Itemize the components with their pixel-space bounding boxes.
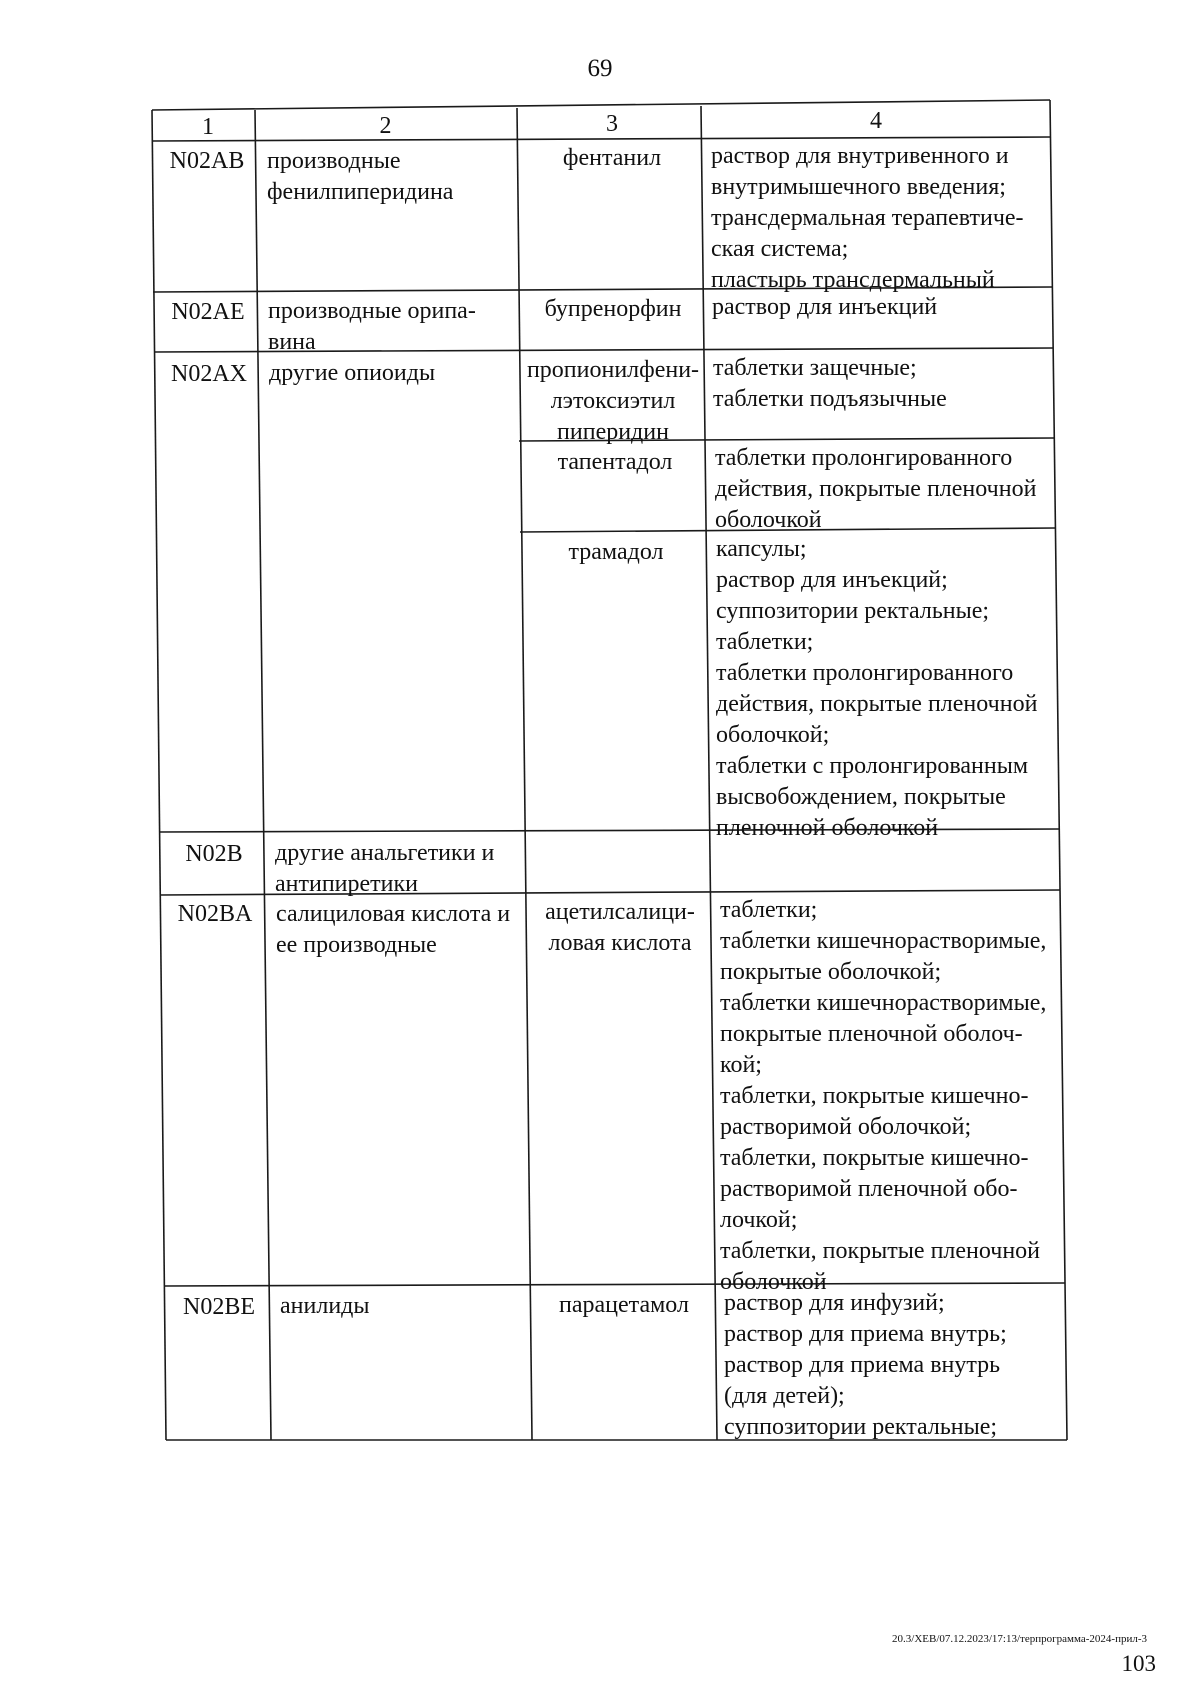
table-row-code: N02B bbox=[185, 841, 243, 867]
table-row-substance: фентанил bbox=[562, 145, 662, 171]
table-row-code: N02AB bbox=[169, 148, 245, 174]
page-number: 69 bbox=[587, 55, 613, 82]
sheet-number: 103 bbox=[1121, 1651, 1156, 1676]
table-row-forms: таблетки; таблетки кишечнорастворимые, покрытые оболочкой; таблетки кишечнорастворимые, покрытые пленочной оболоч- кой; таблетки, покрытые кишечно- растворимой оболочкой; таблетки, покрытые кишечно- растворимой пленочной обо- лочкой; таблетки, покрытые пленочной оболочкой bbox=[720, 897, 1047, 1295]
table-row-group: салициловая кислота и ее производные bbox=[276, 901, 511, 958]
table-row-group: другие опиоиды bbox=[269, 360, 436, 386]
table-row-group: производные орипа- вина bbox=[268, 298, 476, 355]
table-row-group: анилиды bbox=[280, 1293, 370, 1319]
table-row-substance: парацетамол bbox=[559, 1292, 689, 1318]
table-row-code: N02BE bbox=[183, 1294, 255, 1320]
column-header-1: 1 bbox=[202, 114, 214, 140]
column-header-3: 3 bbox=[606, 111, 618, 137]
table-row-forms: раствор для инфузий; раствор для приема внутрь; раствор для приема внутрь (для детей); суппозитории ректальные; bbox=[724, 1290, 1007, 1440]
table-row-forms: капсулы; раствор для инъекций; суппозитории ректальные; таблетки; таблетки пролонгированного действия, покрытые пленочной оболочкой; таблетки с пролонгированным высвобождением, покрытые пленочной оболочкой bbox=[716, 536, 1038, 841]
table-row-substance: пропионилфени- лэтоксиэтил пиперидин bbox=[526, 357, 700, 445]
table-row-forms: таблетки пролонгированного действия, покрытые пленочной оболочкой bbox=[715, 445, 1037, 533]
table-row-code: N02AX bbox=[171, 361, 247, 387]
table-row-code: N02BA bbox=[177, 901, 253, 927]
table-row-group: другие анальгетики и антипиретики bbox=[275, 840, 495, 897]
table-row-substance: трамадол bbox=[568, 539, 664, 565]
table-row-substance: бупренорфин bbox=[544, 296, 682, 322]
table-row-group: производные фенилпиперидина bbox=[267, 148, 454, 205]
table-row-forms: раствор для инъекций bbox=[712, 294, 938, 320]
column-header-4: 4 bbox=[870, 108, 882, 134]
column-header-2: 2 bbox=[379, 113, 392, 139]
document-code: 20.3/ХЕВ/07.12.2023/17:13/терпрограмма-2024-прил-3 bbox=[892, 1633, 1147, 1645]
table-row-forms: таблетки защечные; таблетки подъязычные bbox=[713, 355, 947, 412]
table-row-code: N02AE bbox=[171, 299, 245, 325]
table-row-substance: тапентадол bbox=[557, 449, 673, 475]
table-row-forms: раствор для внутривенного и внутримышечного введения; трансдермальная терапевтиче- ская система; пластырь трансдермальный bbox=[711, 143, 1024, 293]
table-row-substance: ацетилсалици- ловая кислота bbox=[545, 899, 695, 956]
